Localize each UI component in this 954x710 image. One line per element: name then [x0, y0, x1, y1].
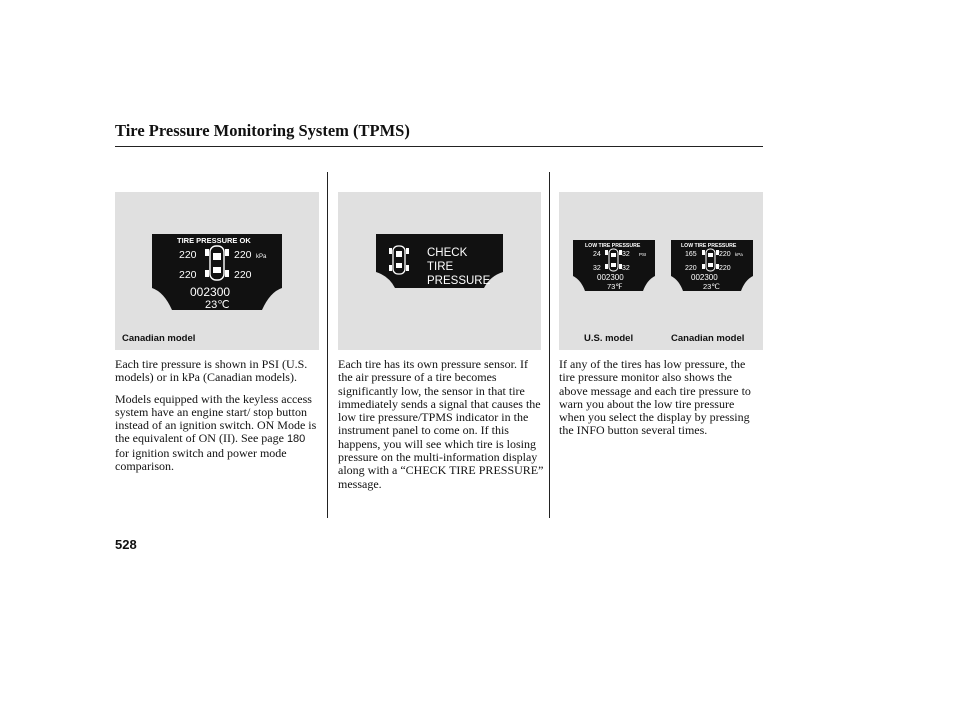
- rear-right-pressure: 32: [622, 265, 630, 272]
- message-line-2: TIRE: [427, 261, 454, 273]
- figure-caption-canadian: Canadian model: [671, 333, 745, 344]
- front-left-pressure: 165: [685, 251, 697, 258]
- odometer: 002300: [190, 285, 231, 299]
- text-column-1: [115, 358, 322, 481]
- pressure-unit: kPa: [256, 254, 267, 260]
- display-us-low-pressure: [573, 240, 655, 291]
- display-tire-pressure-ok: [152, 234, 282, 310]
- pressure-unit: PSI: [639, 252, 647, 257]
- display-message: LOW TIRE PRESSURE: [585, 243, 641, 249]
- rear-left-pressure: 220: [685, 265, 697, 272]
- text-column-3: [559, 358, 763, 446]
- paragraph: If any of the tires has low pressure, the tire pressure monitor also shows the above message and each tire pressure to warn you about the low tire pressure when you select the display by pressing the INFO button several times.: [559, 357, 751, 438]
- page-reference-link[interactable]: 180: [286, 433, 306, 446]
- front-left-pressure: 24: [593, 251, 601, 258]
- temperature: 23℃: [205, 299, 230, 310]
- figure-check-tire-pressure: [338, 192, 541, 350]
- figure-caption: Canadian model: [122, 333, 196, 344]
- rear-left-pressure: 220: [179, 269, 197, 281]
- display-canadian-low-pressure: [671, 240, 753, 291]
- figure-low-tire-pressure: [559, 192, 763, 350]
- odometer: 002300: [691, 273, 718, 282]
- front-right-pressure: 220: [719, 251, 731, 258]
- figure-caption-us: U.S. model: [584, 333, 634, 344]
- page-number: 528: [115, 537, 137, 552]
- column-divider-2: [549, 172, 550, 518]
- rear-left-pressure: 32: [593, 265, 601, 272]
- column-divider-1: [327, 172, 328, 518]
- text-column-2: [338, 358, 544, 499]
- front-left-pressure: 220: [179, 249, 197, 261]
- rear-right-pressure: 220: [234, 269, 252, 281]
- display-message: TIRE PRESSURE OK: [177, 236, 251, 245]
- title-rule: [115, 146, 763, 147]
- paragraph-text: for ignition switch and power mode comparison.: [115, 445, 287, 474]
- paragraph: Each tire has its own pressure sensor. If the air pressure of a tire becomes significantly low, the sensor in that tire immediately sends a signal that causes the low tire pressure/TPMS indicator in the instrument panel to come on. If this happens, you will see which tire is losing pressure on the multi-information display along with a “CHECK TIRE PRESSURE” message.: [338, 357, 544, 491]
- page-title: Tire Pressure Monitoring System (TPMS): [115, 121, 410, 140]
- rear-right-pressure: 220: [719, 265, 731, 272]
- odometer: 002300: [597, 273, 624, 282]
- paragraph-text: Models equipped with the keyless access system have an engine start/ stop button instead of an ignition switch. ON Mode is the equivalent of ON (II). See page: [115, 391, 317, 446]
- figure-canadian-ok: [115, 192, 319, 350]
- front-right-pressure: 32: [622, 251, 630, 258]
- pressure-unit: kPa: [735, 252, 743, 257]
- display-check-tire-pressure: [376, 234, 503, 288]
- paragraph: [115, 393, 322, 474]
- temperature: 73℉: [607, 282, 623, 291]
- temperature: 23℃: [703, 282, 720, 291]
- front-right-pressure: 220: [234, 249, 252, 261]
- display-message: LOW TIRE PRESSURE: [681, 243, 737, 249]
- paragraph: Each tire pressure is shown in PSI (U.S. models) or in kPa (Canadian models).: [115, 357, 308, 385]
- message-line-3: PRESSURE: [427, 275, 491, 287]
- message-line-1: CHECK: [427, 247, 468, 259]
